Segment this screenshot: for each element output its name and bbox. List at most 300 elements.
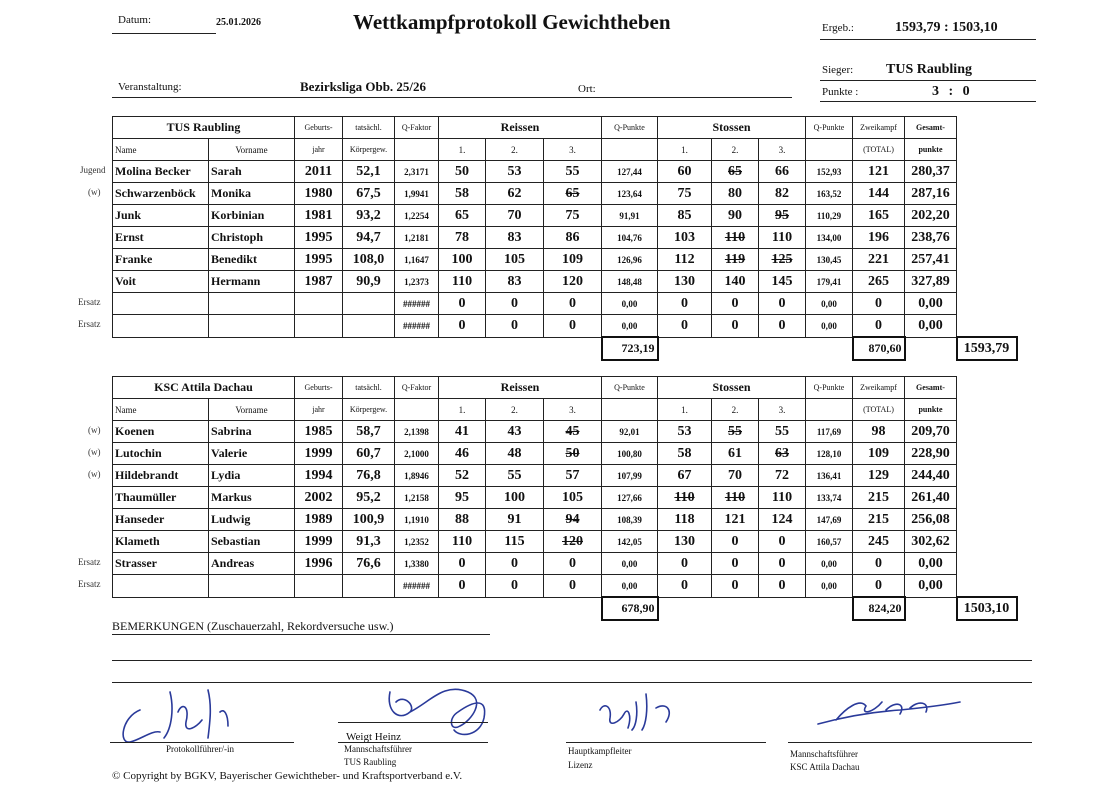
sig-tus-team: TUS Raubling: [344, 757, 397, 767]
athlete-s3: 72: [759, 465, 806, 487]
blank: [395, 597, 439, 620]
athlete-birthyear: 1996: [295, 553, 343, 575]
athlete-r1: 110: [439, 271, 486, 293]
athlete-rq: 91,91: [602, 205, 658, 227]
row-side-label: (w): [88, 469, 101, 479]
athlete-gesamt: 302,62: [905, 531, 957, 553]
athlete-bodyweight: 90,9: [343, 271, 395, 293]
athlete-total: 245: [853, 531, 905, 553]
athlete-r3: [544, 421, 602, 443]
athlete-s3: [759, 205, 806, 227]
athlete-s1: 60: [658, 161, 712, 183]
athlete-surname: Lutochin: [113, 443, 209, 465]
failed-attempt: 110: [724, 229, 746, 245]
athlete-s1: 0: [658, 575, 712, 598]
athlete-birthyear: 1981: [295, 205, 343, 227]
athlete-s3: 110: [759, 227, 806, 249]
sig-protokoll-label: Protokollführer/-in: [166, 744, 234, 754]
athlete-birthyear: 1995: [295, 249, 343, 271]
athlete-birthyear: [295, 315, 343, 338]
athlete-gesamt: 280,37: [905, 161, 957, 183]
failed-attempt: 110: [724, 489, 746, 505]
athlete-r1: 78: [439, 227, 486, 249]
blank: [806, 337, 853, 360]
athlete-r2: 83: [486, 227, 544, 249]
athlete-s2: [712, 249, 759, 271]
blank: [806, 399, 853, 421]
athlete-s1: 0: [658, 553, 712, 575]
athlete-sq: 130,45: [806, 249, 853, 271]
athlete-firstname: Valerie: [209, 443, 295, 465]
athlete-qfactor: ######: [395, 575, 439, 598]
athlete-s3: 110: [759, 487, 806, 509]
athlete-r3: 57: [544, 465, 602, 487]
table-row: [113, 161, 1111, 183]
athlete-s2: 90: [712, 205, 759, 227]
athlete-s1: 67: [658, 465, 712, 487]
athlete-qfactor: 1,8946: [395, 465, 439, 487]
blank: [759, 337, 806, 360]
athlete-r3: [544, 509, 602, 531]
athlete-bodyweight: 58,7: [343, 421, 395, 443]
athlete-surname: Strasser: [113, 553, 209, 575]
blank: [544, 597, 602, 620]
athlete-birthyear: 1989: [295, 509, 343, 531]
athlete-s3: 55: [759, 421, 806, 443]
athlete-r3: 0: [544, 293, 602, 315]
athlete-r1: 95: [439, 487, 486, 509]
athlete-firstname: [209, 293, 295, 315]
athlete-sq: 117,69: [806, 421, 853, 443]
failed-attempt: 45: [565, 423, 580, 439]
athlete-r1: 65: [439, 205, 486, 227]
row-side-label: Jugend: [80, 165, 106, 175]
athlete-rq: 148,48: [602, 271, 658, 293]
athlete-r1: 0: [439, 575, 486, 598]
table-row: [113, 249, 1111, 271]
athlete-surname: Franke: [113, 249, 209, 271]
athlete-surname: [113, 293, 209, 315]
athlete-bodyweight: 94,7: [343, 227, 395, 249]
athlete-s3: 66: [759, 161, 806, 183]
athlete-s2: [712, 161, 759, 183]
blank: [712, 597, 759, 620]
athlete-gesamt: 244,40: [905, 465, 957, 487]
athlete-r1: 88: [439, 509, 486, 531]
blank: [209, 597, 295, 620]
athlete-s3: [759, 249, 806, 271]
athlete-qfactor: 1,2181: [395, 227, 439, 249]
athlete-gesamt: 238,76: [905, 227, 957, 249]
athlete-s1: 118: [658, 509, 712, 531]
datum-value: 25.01.2026: [216, 17, 261, 28]
athlete-gesamt: 0,00: [905, 315, 957, 338]
blank: [439, 337, 486, 360]
sig-ksc-role: Mannschaftsführer: [790, 749, 858, 759]
athlete-r3: 0: [544, 575, 602, 598]
athlete-r3: 75: [544, 205, 602, 227]
athlete-total: 109: [853, 443, 905, 465]
failed-attempt: 63: [775, 445, 789, 461]
athlete-r3: 109: [544, 249, 602, 271]
col-reissen-3: 3.: [544, 399, 602, 421]
sum-gesamtpunkte: 1593,79: [957, 337, 1017, 360]
table-row: [113, 315, 1111, 338]
athlete-qfactor: 2,1398: [395, 421, 439, 443]
sum-gesamtpunkte: 1503,10: [957, 597, 1017, 620]
table-row: [113, 293, 1111, 315]
sig-tus-role: Mannschaftsführer: [344, 744, 412, 754]
blank: [759, 597, 806, 620]
blank: [209, 337, 295, 360]
blank: [343, 337, 395, 360]
col-geburtsjahr: Geburts-: [295, 377, 343, 399]
table-row: [113, 465, 1111, 487]
athlete-r2: 62: [486, 183, 544, 205]
sig-tus-name: Weigt Heinz: [346, 731, 402, 743]
row-side-label: Ersatz: [78, 557, 101, 567]
athlete-r3: 55: [544, 161, 602, 183]
athlete-firstname: Andreas: [209, 553, 295, 575]
athlete-qfactor: 1,2158: [395, 487, 439, 509]
team-name: KSC Attila Dachau: [113, 377, 295, 399]
athlete-birthyear: [295, 575, 343, 598]
col-gesamtpunkte: Gesamt-: [905, 117, 957, 139]
blank: [806, 597, 853, 620]
athlete-rq: 100,80: [602, 443, 658, 465]
athlete-firstname: Markus: [209, 487, 295, 509]
athlete-s1: 75: [658, 183, 712, 205]
col-geburtsjahr: Geburts-: [295, 117, 343, 139]
athlete-s1: 85: [658, 205, 712, 227]
athlete-s1: 53: [658, 421, 712, 443]
blank: [439, 597, 486, 620]
athlete-sq: 152,93: [806, 161, 853, 183]
blank: [395, 399, 439, 421]
athlete-r1: 50: [439, 161, 486, 183]
athlete-sq: 133,74: [806, 487, 853, 509]
athlete-r2: 0: [486, 553, 544, 575]
athlete-birthyear: 1987: [295, 271, 343, 293]
col-name: Name: [113, 399, 209, 421]
athlete-firstname: Sebastian: [209, 531, 295, 553]
athlete-r2: 43: [486, 421, 544, 443]
athlete-qfactor: 2,1000: [395, 443, 439, 465]
athlete-surname: Schwarzenböck: [113, 183, 209, 205]
athlete-r3: [544, 183, 602, 205]
athlete-s1: 0: [658, 293, 712, 315]
table-row: [113, 575, 1111, 598]
athlete-sq: 179,41: [806, 271, 853, 293]
athlete-total: 144: [853, 183, 905, 205]
athlete-sq: 0,00: [806, 293, 853, 315]
athlete-total: 165: [853, 205, 905, 227]
athlete-firstname: [209, 575, 295, 598]
athlete-surname: [113, 575, 209, 598]
athlete-r3: [544, 531, 602, 553]
athlete-r1: 100: [439, 249, 486, 271]
sieger-value: TUS Raubling: [886, 62, 972, 77]
col-reissen-1: 1.: [439, 139, 486, 161]
athlete-surname: Junk: [113, 205, 209, 227]
athlete-bodyweight: 91,3: [343, 531, 395, 553]
blank: [486, 597, 544, 620]
athlete-total: 98: [853, 421, 905, 443]
athlete-rq: 0,00: [602, 575, 658, 598]
athlete-s2: [712, 487, 759, 509]
team-table: [112, 116, 1111, 361]
athlete-birthyear: 1985: [295, 421, 343, 443]
athlete-s2: 0: [712, 575, 759, 598]
athlete-rq: 127,66: [602, 487, 658, 509]
col-qfaktor: Q-Faktor: [395, 377, 439, 399]
athlete-bodyweight: 93,2: [343, 205, 395, 227]
athlete-qfactor: 1,1647: [395, 249, 439, 271]
col-geburtsjahr-2: jahr: [295, 139, 343, 161]
athlete-rq: 142,05: [602, 531, 658, 553]
athlete-qfactor: 1,3380: [395, 553, 439, 575]
col-total: (TOTAL): [853, 399, 905, 421]
col-koerpergewicht-2: Körpergew.: [343, 139, 395, 161]
athlete-bodyweight: 67,5: [343, 183, 395, 205]
athlete-firstname: Ludwig: [209, 509, 295, 531]
row-side-label: (w): [88, 447, 101, 457]
col-reissen-2: 2.: [486, 399, 544, 421]
row-side-label: Ersatz: [78, 579, 101, 589]
athlete-r3: [544, 443, 602, 465]
athlete-bodyweight: 60,7: [343, 443, 395, 465]
sig-haupt-role: Hauptkampfleiter: [568, 746, 632, 756]
failed-attempt: 95: [775, 207, 789, 223]
col-koerpergewicht-2: Körpergew.: [343, 399, 395, 421]
athlete-sq: 163,52: [806, 183, 853, 205]
athlete-s1: 103: [658, 227, 712, 249]
athlete-s1: 0: [658, 315, 712, 338]
athlete-s2: 0: [712, 553, 759, 575]
athlete-s1: [658, 487, 712, 509]
col-stossen-1: 1.: [658, 139, 712, 161]
athlete-birthyear: 1994: [295, 465, 343, 487]
col-stossen-1: 1.: [658, 399, 712, 421]
blank: [113, 597, 209, 620]
athlete-qfactor: 1,2254: [395, 205, 439, 227]
col-stossen: Stossen: [658, 377, 806, 399]
blank: [113, 337, 209, 360]
athlete-r2: 0: [486, 315, 544, 338]
athlete-gesamt: 287,16: [905, 183, 957, 205]
table-row: [113, 421, 1111, 443]
athlete-surname: Hanseder: [113, 509, 209, 531]
athlete-s3: 145: [759, 271, 806, 293]
ergebnis-value: 1593,79 : 1503,10: [895, 20, 998, 35]
athlete-r1: 110: [439, 531, 486, 553]
blank: [486, 337, 544, 360]
row-side-label: Ersatz: [78, 319, 101, 329]
athlete-gesamt: 261,40: [905, 487, 957, 509]
athlete-bodyweight: [343, 315, 395, 338]
team-table: [112, 376, 1111, 621]
athlete-surname: Ernst: [113, 227, 209, 249]
table-row: [113, 205, 1111, 227]
athlete-birthyear: [295, 293, 343, 315]
sum-stossen: 870,60: [853, 337, 905, 360]
sieger-label: Sieger:: [822, 64, 854, 76]
athlete-birthyear: 2002: [295, 487, 343, 509]
athlete-sq: 147,69: [806, 509, 853, 531]
failed-attempt: 65: [728, 163, 742, 179]
col-zweikampf: Zweikampf: [853, 117, 905, 139]
failed-attempt: 119: [724, 251, 746, 267]
athlete-surname: Molina Becker: [113, 161, 209, 183]
athlete-total: 0: [853, 575, 905, 598]
col-stossen-3: 3.: [759, 139, 806, 161]
athlete-firstname: Benedikt: [209, 249, 295, 271]
athlete-s1: 112: [658, 249, 712, 271]
athlete-qfactor: 2,3171: [395, 161, 439, 183]
athlete-s2: 80: [712, 183, 759, 205]
athlete-surname: Voit: [113, 271, 209, 293]
athlete-s2: [712, 421, 759, 443]
athlete-bodyweight: 95,2: [343, 487, 395, 509]
athlete-r1: 0: [439, 553, 486, 575]
athlete-bodyweight: 76,8: [343, 465, 395, 487]
athlete-rq: 0,00: [602, 293, 658, 315]
athlete-birthyear: 1999: [295, 443, 343, 465]
table-row: [113, 531, 1111, 553]
col-stossen: Stossen: [658, 117, 806, 139]
athlete-s3: 0: [759, 293, 806, 315]
athlete-rq: 0,00: [602, 553, 658, 575]
athlete-r2: 91: [486, 509, 544, 531]
athlete-total: 129: [853, 465, 905, 487]
col-name: Name: [113, 139, 209, 161]
page-title: Wettkampfprotokoll Gewichtheben: [353, 10, 671, 34]
athlete-r2: 83: [486, 271, 544, 293]
sum-reissen: 678,90: [602, 597, 658, 620]
col-geburtsjahr-2: jahr: [295, 399, 343, 421]
table-row: [113, 487, 1111, 509]
athlete-total: 196: [853, 227, 905, 249]
athlete-r3: 0: [544, 553, 602, 575]
athlete-sq: 136,41: [806, 465, 853, 487]
athlete-qfactor: 1,9941: [395, 183, 439, 205]
col-stossen-3: 3.: [759, 399, 806, 421]
athlete-r1: 0: [439, 315, 486, 338]
athlete-s2: 0: [712, 293, 759, 315]
failed-attempt: 55: [728, 423, 742, 439]
athlete-surname: [113, 315, 209, 338]
table-row: [113, 271, 1111, 293]
col-punkte: punkte: [905, 399, 957, 421]
athlete-birthyear: 1999: [295, 531, 343, 553]
failed-attempt: 110: [674, 489, 695, 505]
athlete-r2: 105: [486, 249, 544, 271]
blank: [658, 337, 712, 360]
athlete-qfactor: 1,2352: [395, 531, 439, 553]
sig-haupt-sub: Lizenz: [568, 760, 593, 770]
athlete-gesamt: 228,90: [905, 443, 957, 465]
athlete-total: 265: [853, 271, 905, 293]
veranstaltung-label: Veranstaltung:: [118, 81, 182, 93]
athlete-rq: 92,01: [602, 421, 658, 443]
athlete-qfactor: ######: [395, 293, 439, 315]
athlete-r2: 55: [486, 465, 544, 487]
table-row: [113, 227, 1111, 249]
athlete-firstname: [209, 315, 295, 338]
athlete-firstname: Sabrina: [209, 421, 295, 443]
col-qpunkte-stossen: Q-Punkte: [806, 377, 853, 399]
failed-attempt: 94: [565, 511, 580, 527]
athlete-s1: 58: [658, 443, 712, 465]
athlete-gesamt: 0,00: [905, 293, 957, 315]
athlete-r2: 53: [486, 161, 544, 183]
athlete-r1: 41: [439, 421, 486, 443]
athlete-s2: 140: [712, 271, 759, 293]
col-gesamtpunkte: Gesamt-: [905, 377, 957, 399]
athlete-r1: 0: [439, 293, 486, 315]
athlete-rq: 126,96: [602, 249, 658, 271]
athlete-birthyear: 1995: [295, 227, 343, 249]
table-row: [113, 553, 1111, 575]
athlete-s2: 0: [712, 315, 759, 338]
athlete-total: 121: [853, 161, 905, 183]
athlete-total: 215: [853, 509, 905, 531]
athlete-s2: 0: [712, 531, 759, 553]
athlete-bodyweight: 108,0: [343, 249, 395, 271]
col-reissen-1: 1.: [439, 399, 486, 421]
table-row: [113, 443, 1111, 465]
ergebnis-label: Ergeb.:: [822, 22, 854, 34]
athlete-r2: 0: [486, 293, 544, 315]
athlete-rq: 127,44: [602, 161, 658, 183]
athlete-bodyweight: 52,1: [343, 161, 395, 183]
athlete-rq: 0,00: [602, 315, 658, 338]
athlete-gesamt: 209,70: [905, 421, 957, 443]
athlete-surname: Thaumüller: [113, 487, 209, 509]
athlete-gesamt: 327,89: [905, 271, 957, 293]
team-name: TUS Raubling: [113, 117, 295, 139]
athlete-sq: 0,00: [806, 575, 853, 598]
col-total: (TOTAL): [853, 139, 905, 161]
athlete-gesamt: 202,20: [905, 205, 957, 227]
athlete-s2: 61: [712, 443, 759, 465]
table-row: [113, 183, 1111, 205]
athlete-qfactor: 1,2373: [395, 271, 439, 293]
failed-attempt: 50: [565, 445, 580, 461]
veranstaltung-value: Bezirksliga Obb. 25/26: [300, 79, 427, 94]
athlete-r1: 46: [439, 443, 486, 465]
row-side-label: (w): [88, 187, 101, 197]
athlete-qfactor: ######: [395, 315, 439, 338]
col-vorname: Vorname: [209, 139, 295, 161]
punkte-label: Punkte :: [822, 86, 859, 98]
blank: [806, 139, 853, 161]
athlete-s1: 130: [658, 531, 712, 553]
athlete-r2: 115: [486, 531, 544, 553]
col-punkte: punkte: [905, 139, 957, 161]
athlete-rq: 108,39: [602, 509, 658, 531]
athlete-total: 0: [853, 315, 905, 338]
athlete-surname: Koenen: [113, 421, 209, 443]
col-reissen-3: 3.: [544, 139, 602, 161]
col-reissen: Reissen: [439, 377, 602, 399]
athlete-total: 215: [853, 487, 905, 509]
col-reissen: Reissen: [439, 117, 602, 139]
col-qfaktor: Q-Faktor: [395, 117, 439, 139]
athlete-r1: 58: [439, 183, 486, 205]
athlete-s2: 121: [712, 509, 759, 531]
athlete-r2: 100: [486, 487, 544, 509]
